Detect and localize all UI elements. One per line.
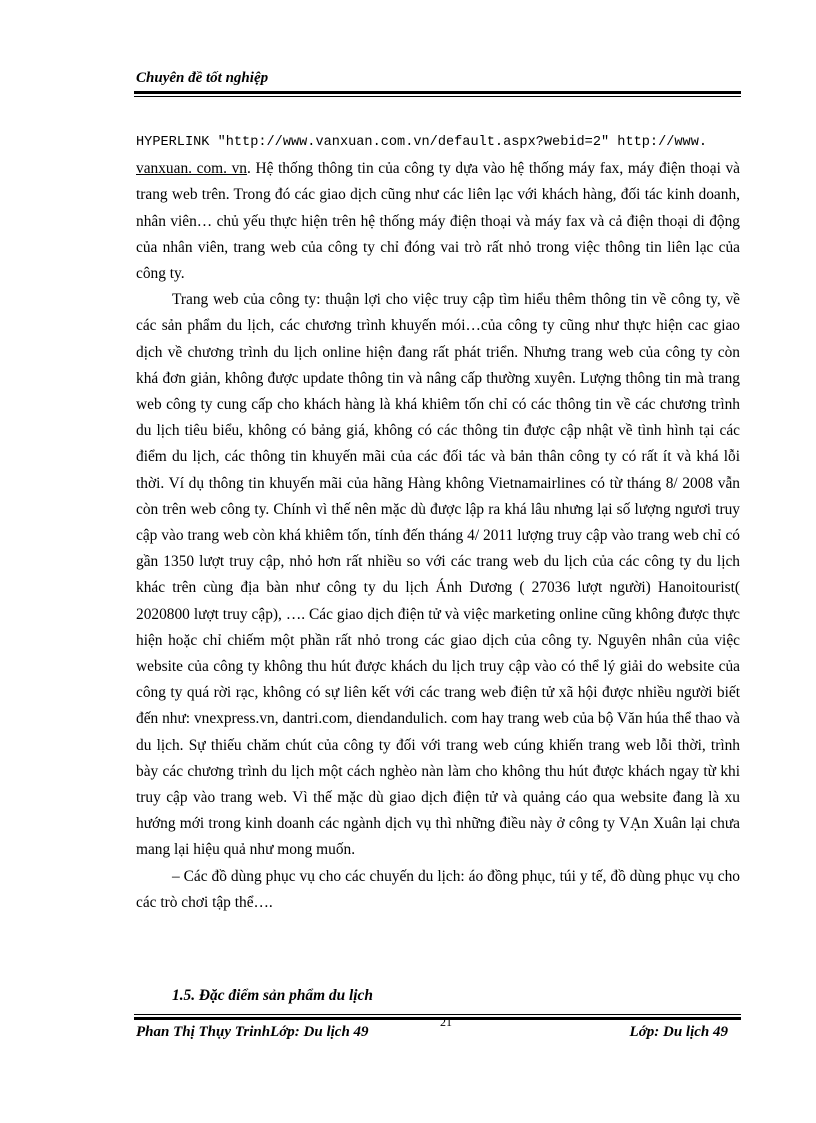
header-divider bbox=[134, 91, 741, 94]
header-title: Chuyên đề tốt nghiệp bbox=[136, 70, 269, 86]
paragraph-1 bbox=[136, 128, 740, 287]
section-heading: 1.5. Đặc điểm sản phẩm du lịch bbox=[172, 987, 373, 1004]
footer-author: Phan Thị Thụy TrinhLớp: Du lịch 49 bbox=[136, 1024, 369, 1040]
footer-class: Lớp: Du lịch 49 bbox=[629, 1024, 728, 1040]
paragraph-1-text: . Hệ thống thông tin của công ty dựa vào hệ thống máy fax, máy điện thoại và trang web trên. Trong đó các giao dịch cũng như các liên lạc với khách hàng, đối tác kinh doanh, nhân viên… chủ yếu thực hiện trên hệ thống máy điện thoại và máy fax và cả điện thoại di động của nhân viên, trang web của công ty chỉ đóng vai trò rất nhỏ trong việc thông tin liên lạc của công ty. bbox=[136, 160, 741, 283]
hyperlink-text[interactable]: vanxuan. com. vn bbox=[136, 160, 247, 178]
document-body bbox=[136, 128, 740, 916]
page-number: 21 bbox=[440, 1015, 452, 1029]
paragraph-3: – Các đồ dùng phục vụ cho các chuyến du lịch: áo đồng phục, túi y tế, đồ dùng phục vụ cho các trò chơi tập thể…. bbox=[136, 867, 740, 911]
footer-divider bbox=[134, 1014, 741, 1015]
hyperlink-field-code: HYPERLINK "http://www.vanxuan.com.vn/default.aspx?webid=2" http://www. bbox=[136, 135, 708, 150]
paragraph-2: Trang web của công ty: thuận lợi cho việc truy cập tìm hiểu thêm thông tin về công ty, về các sản phẩm du lịch, các chương trình khuyến mói…của công ty cũng như thực hiện cac giao dịch về chương trình du lịch online hiện đang rất phát triển. Nhưng trang web của công ty còn khá đơn giản, không được update thông tin và nâng cấp thường xuyên. Lượng thông tin mà trang web công ty cung cấp cho khách hàng là khá khiêm tốn chỉ có các thông tin về các chương trình du lịch tiêu biểu, không có bảng giá, không có các thông tin được cập nhật về tình hình tại các điểm du lịch, các thông tin khuyến mãi của các đối tác và bản thân công ty có rất ít và khá lỗi thời. Ví dụ thông tin khuyến mãi của hãng Hàng không Vietnamairlines có từ tháng 8/ 2008 vẫn còn trên web công ty. Chính vì thế nên mặc dù được lập ra khá lâu nhưng lại số lượng ngươi truy cập vào trang web còn khá khiêm tốn, tính đến tháng 4/ 2011 lượng truy cập vào trang web chỉ có gần 1350 lượt truy cập, nhỏ hơn rất nhiều so với các trang web du lịch của các công ty du lịch khác trên cùng địa bàn như công ty du lịch Ánh Dương ( 27036 lượt người) Hanoitourist( 2020800 lượt truy cập), …. Các giao dịch điện tử và việc marketing online cũng không được thực hiện hoặc chỉ chiếm một phần rất nhỏ trong các giao dịch của công ty. Nguyên nhân của việc website của công ty không thu hút được khách du lịch truy cập vào có thể lý giải do website của công ty quá rời rạc, không có sự liên kết với các trang web điện tử xã hội được nhiều người biết đến như: vnexpress.vn, dantri.com, diendandulich. com hay trang web của bộ Văn húa thể thao và du lịch. Sự thiếu chăm chút của công ty đối với trang web cúng khiến trang web lỗi thời, trình bày các chương trình du lịch một cách nghèo nàn làm cho không thu hút được khách ngay từ khi truy cập vào trang web. Vì thế mặc dù giao dịch điện tử và quảng cáo qua website đang là xu hướng mới trong kinh doanh các ngành dịch vụ thì những điều này ở công ty VẠn Xuân lại chưa mang lại hiệu quả như mong muốn. bbox=[136, 291, 740, 859]
